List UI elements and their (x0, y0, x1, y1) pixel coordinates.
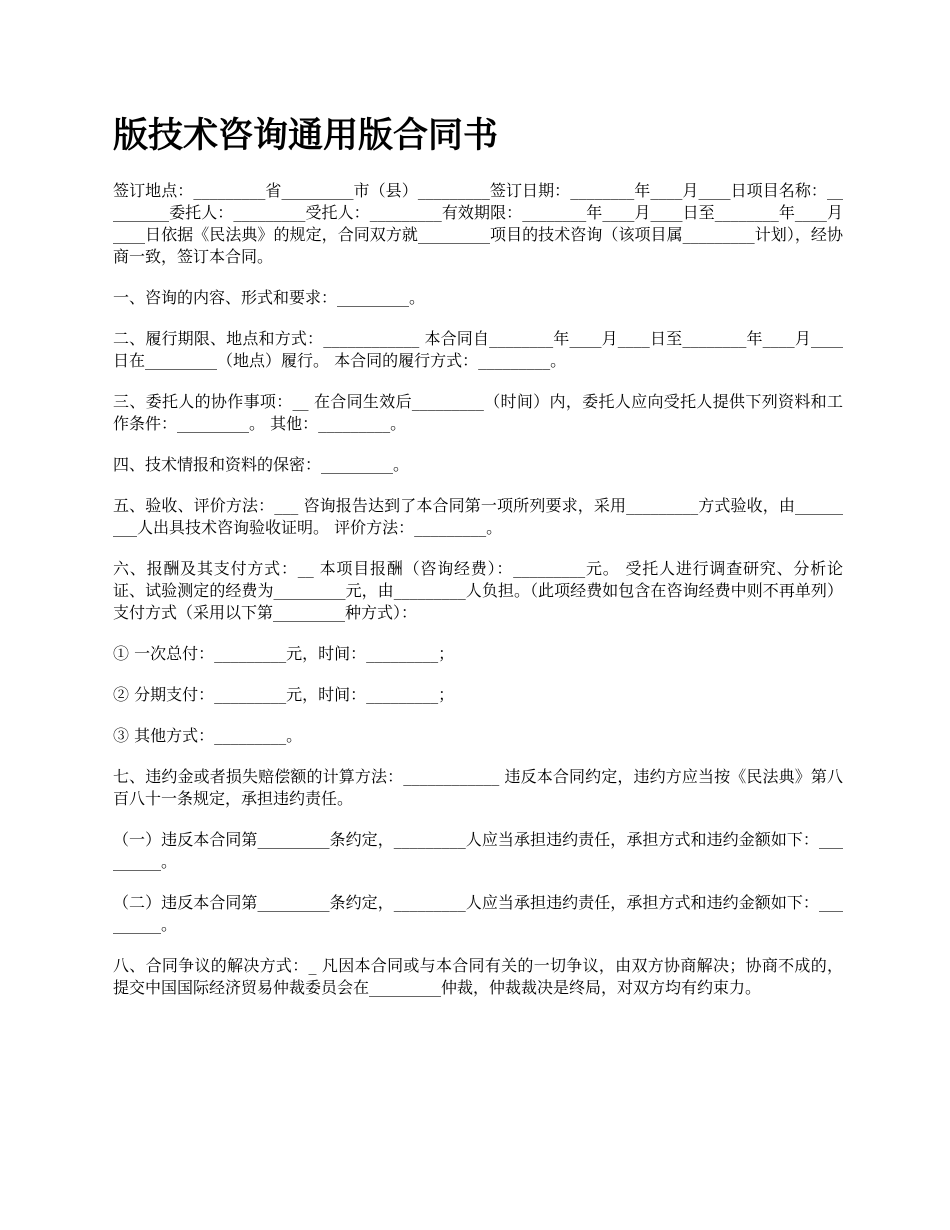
clause-5-acceptance: 五、验收、评价方法：___ 咨询报告达到了本合同第一项所列要求，采用_________方式验收，由_________人出具技术咨询验收证明。 评价方法：_________。 (113, 496, 843, 537)
document-page (113, 112, 843, 1018)
payment-option-2: ② 分期支付：_________元，时间：_________； (113, 685, 455, 704)
clause-6-remuneration: 六、报酬及其支付方式：__ 本项目报酬（咨询经费）：_________元。 受托人进行调查研究、分析论证、试验测定的经费为_________元，由_________人负担。（此项经费如包含在咨询经费中则不再单列） 支付方式（采用以下第_________种方式）： (113, 559, 843, 622)
clause-4-confidentiality: 四、技术情报和资料的保密：_________。 (113, 455, 410, 474)
clause-7-item-2: （二）违反本合同第_________条约定，_________人应当承担违约责任，承担方式和违约金额如下：_________。 (113, 893, 843, 934)
payment-option-1: ① 一次总付：_________元，时间：_________； (113, 644, 455, 663)
clause-3-client-cooperation: 三、委托人的协作事项：__ 在合同生效后_________（时间）内，委托人应向受托人提供下列资料和工作条件：_________。 其他：_________。 (113, 392, 843, 433)
clause-2-performance-period: 二、履行期限、地点和方式：____________ 本合同自________年____月____日至________年____月____日在_________（地点）履行。 本合同的履行方式：_________。 (113, 329, 843, 370)
contract-preamble-paragraph: 签订地点：_________省_________市（县）_________签订日期：________年____月____日项目名称：_________委托人：_________受托人：_________有效期限：________年____月____日至________年____月____日依据《民法典》的规定，合同双方就_________项目的技术咨询（该项目属_________计划），经协商一致，签订本合同。 (113, 181, 843, 266)
clause-7-liquidated-damages: 七、违约金或者损失赔偿额的计算方法：____________ 违反本合同约定，违约方应当按《民法典》第八百八十一条规定，承担违约责任。 (113, 767, 843, 808)
clause-1-consulting-content: 一、咨询的内容、形式和要求：_________。 (113, 288, 426, 307)
clause-8-dispute-resolution: 八、合同争议的解决方式：_ 凡因本合同或与本合同有关的一切争议，由双方协商解决；协商不成的，提交中国国际经济贸易仲裁委员会在_________仲裁，仲裁裁决是终局，对双方均有约束力。 (113, 956, 843, 997)
clause-7-item-1: （一）违反本合同第_________条约定，_________人应当承担违约责任，承担方式和违约金额如下：_________。 (113, 830, 843, 871)
payment-option-3: ③ 其他方式：_________。 (113, 726, 303, 745)
document-title: 版技术咨询通用版合同书 (113, 116, 499, 156)
